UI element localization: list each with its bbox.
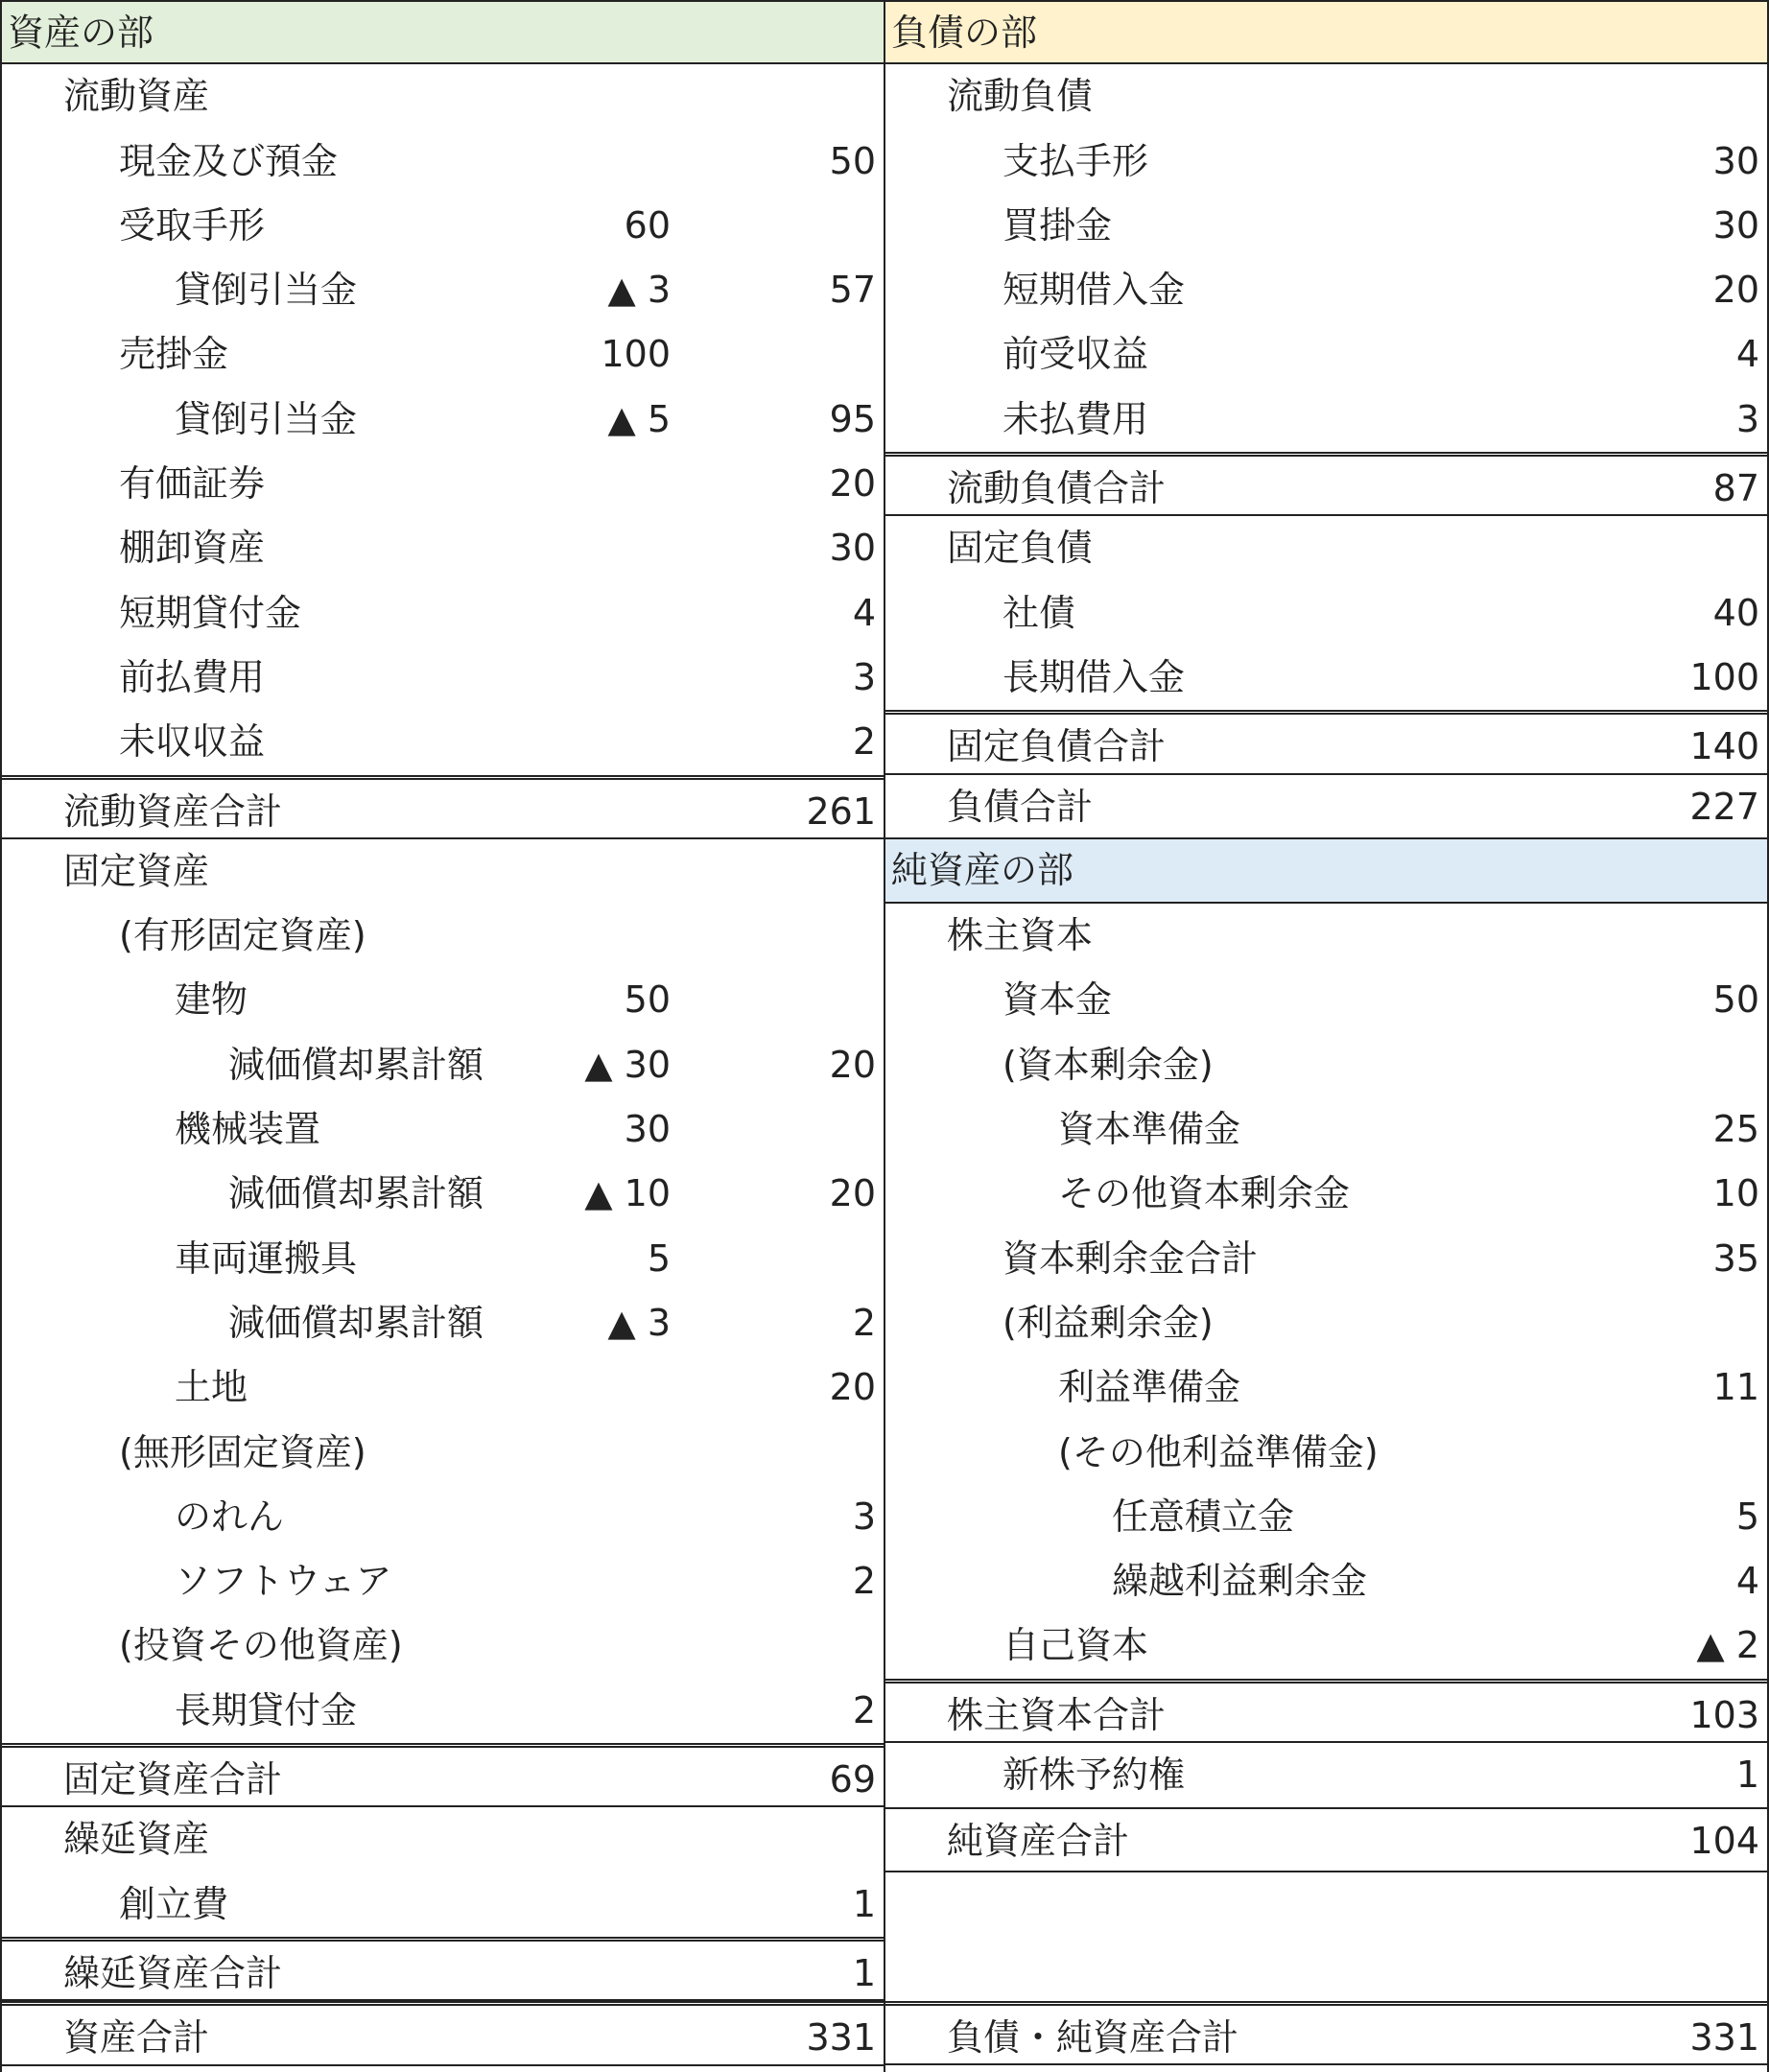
row-label: 売掛金	[119, 333, 229, 376]
row-label: 固定資産合計	[63, 1758, 283, 1801]
row-amount: 50	[829, 139, 876, 182]
row-label: 資本剰余金合計	[1002, 1236, 1259, 1280]
table-row	[2, 1421, 884, 1485]
table-row	[2, 1549, 884, 1613]
row-amount: 20	[829, 1172, 876, 1215]
row-label: 株主資本	[947, 914, 1094, 957]
row-label: (投資その他資産)	[119, 1624, 403, 1667]
table-row	[885, 130, 1767, 194]
row-amount: 4	[852, 591, 876, 634]
row-label: 創立費	[119, 1882, 229, 1925]
row-amount: 4	[1735, 333, 1759, 376]
table-row	[885, 516, 1767, 580]
row-amount: 20	[1712, 269, 1759, 312]
row-label: 固定負債合計	[947, 725, 1167, 768]
assets-column	[0, 0, 884, 2072]
table-row	[885, 194, 1767, 258]
total-liabilities-row	[885, 775, 1767, 839]
table-row	[2, 1227, 884, 1291]
row-amount: 57	[829, 269, 876, 312]
table-row	[2, 1033, 884, 1097]
row-label: 建物	[175, 978, 248, 1022]
row-label: 流動負債合計	[947, 467, 1167, 510]
table-row	[2, 194, 884, 258]
row-label: 長期借入金	[1002, 655, 1186, 698]
row-label: その他資本剰余金	[1058, 1172, 1351, 1215]
row-label: 社債	[1002, 591, 1076, 634]
row-amount: 35	[1712, 1236, 1759, 1280]
row-amount: 20	[829, 1366, 876, 1409]
total-assets-row	[2, 2001, 884, 2065]
table-row	[2, 322, 884, 387]
table-row	[885, 968, 1767, 1032]
row-label: 前受収益	[1002, 333, 1149, 376]
row-amount: 1	[1735, 1754, 1759, 1797]
row-amount: 30	[829, 527, 876, 570]
row-label: 資本準備金	[1058, 1108, 1241, 1151]
row-subamount: ▲ 5	[607, 397, 671, 440]
row-label: 短期借入金	[1002, 269, 1186, 312]
row-label: 資産合計	[63, 2016, 210, 2060]
row-label: 有価証券	[119, 462, 266, 506]
table-row	[2, 1355, 884, 1420]
table-row	[885, 388, 1767, 452]
row-amount: 40	[1712, 591, 1759, 634]
net-assets-section-header	[885, 839, 1767, 904]
row-label: 未収収益	[119, 720, 266, 764]
row-amount: 261	[806, 789, 876, 833]
liabilities-column	[884, 0, 1769, 2072]
row-label: (有形固定資産)	[119, 914, 366, 957]
row-label: 資本金	[1002, 978, 1113, 1022]
row-label: 自己資本	[1002, 1624, 1149, 1667]
row-label: 減価償却累計額	[228, 1172, 484, 1215]
row-label: 繰越利益剰余金	[1112, 1560, 1368, 1603]
row-label: 長期貸付金	[175, 1688, 358, 1731]
row-label: 減価償却累計額	[228, 1301, 484, 1344]
row-amount: 100	[1689, 655, 1759, 698]
row-amount: ▲ 2	[1696, 1624, 1759, 1667]
table-row	[2, 1097, 884, 1162]
row-amount: 331	[1689, 2015, 1759, 2059]
table-row	[885, 1421, 1767, 1485]
table-row	[2, 1485, 884, 1549]
row-amount: 2	[852, 1560, 876, 1603]
table-row	[885, 904, 1767, 968]
table-row	[2, 1291, 884, 1355]
row-amount: 11	[1712, 1366, 1759, 1409]
row-amount: 3	[852, 1495, 876, 1538]
row-label: 車両運搬具	[175, 1236, 358, 1280]
row-amount: 3	[852, 655, 876, 698]
table-row	[2, 258, 884, 322]
row-amount: 25	[1712, 1108, 1759, 1151]
table-row	[2, 1807, 884, 1872]
row-label: 純資産合計	[947, 1820, 1130, 1863]
row-label: 減価償却累計額	[228, 1043, 484, 1086]
row-label: 貸倒引当金	[175, 397, 358, 440]
row-label: 短期貸付金	[119, 591, 302, 634]
row-amount: 20	[829, 1043, 876, 1086]
row-label: ソフトウェア	[175, 1560, 392, 1603]
total-liabilities-net-assets-row	[885, 2001, 1767, 2065]
table-row	[885, 1291, 1767, 1355]
row-amount: 103	[1689, 1693, 1759, 1736]
row-amount: 227	[1689, 785, 1759, 828]
row-amount: 1	[852, 1951, 876, 1994]
row-label: 支払手形	[1002, 139, 1149, 182]
row-label: 前払費用	[119, 655, 266, 698]
table-row	[885, 64, 1767, 129]
row-label: (その他利益準備金)	[1058, 1430, 1379, 1473]
row-label: 土地	[175, 1366, 248, 1409]
row-amount: 50	[1712, 978, 1759, 1022]
table-row	[2, 1162, 884, 1226]
table-row	[885, 1162, 1767, 1226]
table-row	[885, 1227, 1767, 1291]
fixed-assets-total-row	[2, 1743, 884, 1807]
row-label: 流動資産合計	[63, 789, 283, 833]
row-amount: 1	[852, 1882, 876, 1925]
row-subamount: ▲ 3	[607, 1301, 671, 1344]
row-label: 機械装置	[175, 1108, 321, 1151]
table-row	[2, 581, 884, 646]
table-row	[2, 130, 884, 194]
table-row	[2, 646, 884, 710]
row-label: 新株予約権	[1002, 1754, 1186, 1797]
row-label: (無形固定資産)	[119, 1430, 366, 1473]
row-subamount: ▲ 30	[584, 1043, 671, 1086]
row-subamount: ▲ 3	[607, 269, 671, 312]
row-label: 受取手形	[119, 203, 266, 247]
row-amount: 4	[1735, 1560, 1759, 1603]
fixed-liabilities-total-row	[885, 710, 1767, 774]
row-label: 現金及び預金	[119, 139, 339, 182]
row-label: 固定負債	[947, 527, 1094, 570]
row-label: (利益剰余金)	[1002, 1301, 1214, 1344]
shareholders-equity-total-row	[885, 1679, 1767, 1743]
table-row	[885, 1613, 1767, 1678]
row-label: 負債合計	[947, 785, 1094, 828]
net-assets-header-label: 純資産の部	[891, 848, 1074, 891]
liabilities-section-header	[885, 0, 1767, 64]
row-subamount: 5	[647, 1236, 671, 1280]
row-amount: 87	[1712, 467, 1759, 510]
row-amount: 140	[1689, 725, 1759, 768]
row-amount: 331	[806, 2016, 876, 2060]
row-label: 繰延資産	[63, 1818, 210, 1861]
table-row	[2, 452, 884, 516]
table-row	[885, 1097, 1767, 1162]
row-amount: 95	[829, 397, 876, 440]
table-row	[2, 388, 884, 452]
blank-area	[885, 1872, 1767, 2001]
table-row	[2, 1613, 884, 1678]
current-liabilities-total-row	[885, 452, 1767, 516]
row-amount: 2	[852, 720, 876, 764]
table-row	[885, 322, 1767, 387]
row-label: 流動資産	[63, 75, 210, 118]
net-assets-total-row	[885, 1807, 1767, 1872]
table-row	[885, 1033, 1767, 1097]
row-amount: 30	[1712, 139, 1759, 182]
table-row	[2, 839, 884, 904]
row-label: 任意積立金	[1112, 1495, 1295, 1538]
table-row	[885, 1743, 1767, 1807]
current-assets-total-row	[2, 775, 884, 839]
table-row	[2, 64, 884, 129]
row-label: (資本剰余金)	[1002, 1043, 1214, 1086]
row-label: 負債・純資産合計	[947, 2015, 1239, 2059]
row-amount: 10	[1712, 1172, 1759, 1215]
deferred-assets-total-row	[2, 1937, 884, 2001]
row-label: 貸倒引当金	[175, 269, 358, 312]
table-row	[2, 710, 884, 774]
row-subamount: 100	[601, 333, 671, 376]
row-amount: 69	[829, 1758, 876, 1801]
assets-header-label: 資産の部	[8, 12, 154, 54]
row-label: 株主資本合計	[947, 1693, 1167, 1736]
row-label: 棚卸資産	[119, 527, 266, 570]
row-label: 流動負債	[947, 75, 1094, 118]
row-label: 利益準備金	[1058, 1366, 1241, 1409]
table-row	[885, 1355, 1767, 1420]
row-amount: 2	[852, 1301, 876, 1344]
row-amount: 104	[1689, 1820, 1759, 1863]
row-amount: 3	[1735, 397, 1759, 440]
table-row	[885, 646, 1767, 710]
liabilities-header-label: 負債の部	[891, 12, 1038, 54]
table-row	[2, 968, 884, 1032]
row-amount: 2	[852, 1688, 876, 1731]
row-amount: 30	[1712, 203, 1759, 247]
row-label: 固定資産	[63, 849, 210, 892]
table-row	[2, 1872, 884, 1937]
row-subamount: 50	[624, 978, 671, 1022]
table-row	[885, 581, 1767, 646]
table-row	[2, 904, 884, 968]
row-label: 買掛金	[1002, 203, 1113, 247]
row-subamount: ▲ 10	[584, 1172, 671, 1215]
row-label: 繰延資産合計	[63, 1951, 283, 1994]
row-amount: 20	[829, 462, 876, 506]
table-row	[2, 516, 884, 580]
assets-section-header	[2, 0, 884, 64]
row-subamount: 30	[624, 1108, 671, 1151]
table-row	[885, 258, 1767, 322]
row-label: のれん	[175, 1495, 285, 1538]
row-amount: 5	[1735, 1495, 1759, 1538]
row-subamount: 60	[624, 203, 671, 247]
table-row	[885, 1549, 1767, 1613]
table-row	[2, 1679, 884, 1743]
row-label: 未払費用	[1002, 397, 1149, 440]
table-row	[885, 1485, 1767, 1549]
